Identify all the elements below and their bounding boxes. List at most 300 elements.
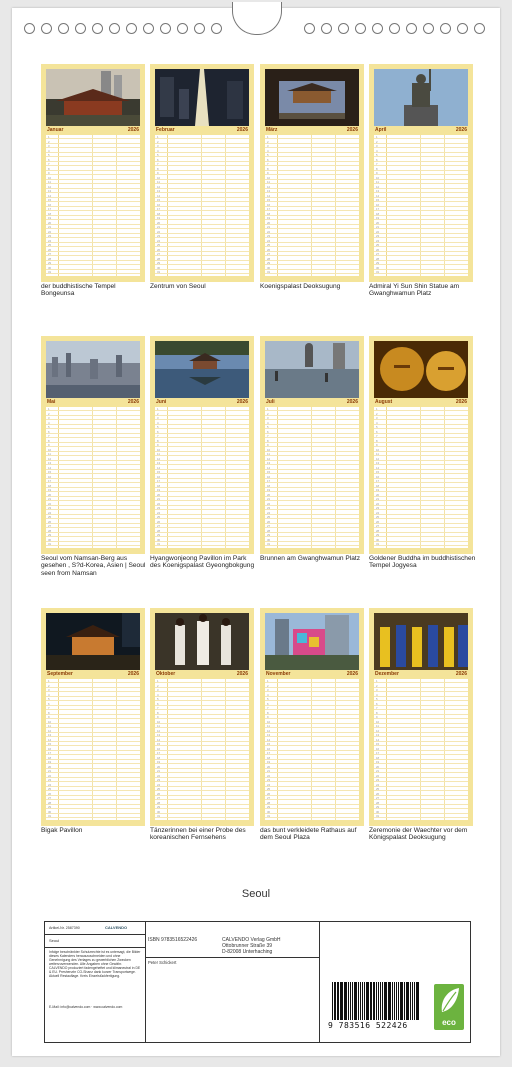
day-number: 8 xyxy=(48,710,50,715)
day-number: 1 xyxy=(267,135,269,139)
day-number: 1 xyxy=(157,407,159,411)
day-number: 16 xyxy=(376,746,380,751)
day-number: 21 xyxy=(48,497,52,501)
day-number: 9 xyxy=(48,715,50,719)
imprint-disclaimer: Infolge beschränkter Schutzrechte ist es untersagt, die Bilder dieses Kalenders herauszuschneiden und ohne Genehmigung des Verlages zu gewerblichen Zwecken weiterzuverwenden. Alle Angaben ohne Gewähr. CALVENDO produziert fadengeheftet und klimaneutral in DE & EU. Preshenzbr CO-Shanz dank kurzer Transportwege. Aktuell Restauflage. Kreis Einzelstückfertigung. xyxy=(49,950,141,978)
day-number: 19 xyxy=(157,488,161,492)
day-number: 1 xyxy=(48,135,50,139)
day-number: 31 xyxy=(48,270,52,274)
binding-ring xyxy=(126,23,137,34)
day-number: 8 xyxy=(376,166,378,171)
day-number: 17 xyxy=(267,207,271,211)
day-row xyxy=(265,542,359,546)
day-number: 17 xyxy=(376,751,380,755)
month-name: Januar xyxy=(47,127,64,133)
day-number: 18 xyxy=(376,755,380,760)
publisher-line: CALVENDO Verlag GmbH xyxy=(222,937,281,943)
binding-ring xyxy=(406,23,417,34)
day-number: 24 xyxy=(376,510,380,515)
day-number: 16 xyxy=(267,746,271,751)
month-photo xyxy=(46,69,140,126)
day-number: 5 xyxy=(48,153,50,157)
day-number: 19 xyxy=(157,760,161,764)
day-number: 15 xyxy=(376,198,380,202)
day-number: 16 xyxy=(267,474,271,479)
day-number: 26 xyxy=(48,247,52,252)
day-row xyxy=(155,542,249,546)
day-number: 4 xyxy=(48,148,50,153)
month-photo xyxy=(155,69,249,126)
day-number: 12 xyxy=(48,184,52,189)
article-number: Artikel-Nr. 2587390 xyxy=(49,926,80,930)
day-number: 2 xyxy=(267,139,269,144)
day-number: 4 xyxy=(267,148,269,153)
day-number: 5 xyxy=(48,697,50,701)
day-number: 16 xyxy=(157,474,161,479)
month-header xyxy=(374,671,468,678)
day-number: 13 xyxy=(376,189,380,193)
day-number: 20 xyxy=(48,764,52,769)
publisher-line: D-82008 Unterhaching xyxy=(222,949,273,955)
day-number: 10 xyxy=(157,175,161,180)
day-number: 30 xyxy=(157,537,161,542)
binding-ring xyxy=(338,23,349,34)
day-number: 14 xyxy=(376,737,380,742)
month-year: 2026 xyxy=(455,671,467,677)
day-number: 16 xyxy=(376,474,380,479)
month-card xyxy=(369,608,473,826)
day-number: 15 xyxy=(48,470,52,474)
day-number: 8 xyxy=(267,166,269,171)
binding-ring xyxy=(321,23,332,34)
day-number: 8 xyxy=(157,166,159,171)
day-number: 16 xyxy=(157,202,161,207)
day-number: 22 xyxy=(48,501,52,506)
binding-ring xyxy=(457,23,468,34)
day-number: 10 xyxy=(48,175,52,180)
day-number: 12 xyxy=(376,728,380,733)
binding-ring xyxy=(355,23,366,34)
day-number: 1 xyxy=(157,679,159,683)
day-number: 4 xyxy=(267,692,269,697)
day-row xyxy=(46,814,140,818)
day-number: 10 xyxy=(48,719,52,724)
month-card xyxy=(260,336,364,554)
day-number: 6 xyxy=(157,701,159,706)
month-caption: Bigak Pavillon xyxy=(41,827,83,834)
day-number: 24 xyxy=(157,238,161,243)
day-number: 23 xyxy=(267,234,271,238)
day-number: 20 xyxy=(376,220,380,225)
day-number: 4 xyxy=(48,692,50,697)
day-number: 22 xyxy=(157,501,161,506)
day-number: 16 xyxy=(267,202,271,207)
day-number: 23 xyxy=(48,778,52,782)
day-number: 19 xyxy=(376,760,380,764)
day-number: 3 xyxy=(48,688,50,692)
day-number: 12 xyxy=(48,456,52,461)
day-number: 14 xyxy=(157,193,161,198)
imprint-contact: E-Mail: info@calvendo.com · www.calvendo.com xyxy=(49,1005,123,1009)
day-number: 23 xyxy=(48,506,52,510)
day-number: 23 xyxy=(48,234,52,238)
day-number: 7 xyxy=(157,434,159,438)
day-number: 4 xyxy=(157,420,159,425)
month-header xyxy=(265,399,359,406)
day-number: 9 xyxy=(267,443,269,447)
binding-ring xyxy=(143,23,154,34)
day-row xyxy=(374,814,468,818)
month-name: Juli xyxy=(266,399,275,405)
day-number: 5 xyxy=(48,425,50,429)
day-number: 13 xyxy=(267,461,271,465)
day-number: 17 xyxy=(48,751,52,755)
calendar-title: Seoul xyxy=(241,888,271,900)
month-header xyxy=(155,399,249,406)
day-number: 18 xyxy=(376,483,380,488)
day-number: 18 xyxy=(267,483,271,488)
day-number: 28 xyxy=(376,528,380,533)
month-card xyxy=(41,608,145,826)
day-number: 3 xyxy=(267,144,269,148)
day-grid xyxy=(46,407,140,548)
month-caption: Hyangwonjeong Pavillon im Park des Koenigspalast Gyeongbokgung xyxy=(150,555,255,570)
day-number: 25 xyxy=(157,243,161,247)
day-number: 10 xyxy=(267,447,271,452)
day-number: 21 xyxy=(157,769,161,773)
day-number: 31 xyxy=(267,814,271,818)
day-number: 14 xyxy=(157,737,161,742)
month-caption: der buddhistische Tempel Bongeunsa xyxy=(41,283,116,298)
day-number: 27 xyxy=(157,252,161,256)
day-number: 20 xyxy=(376,492,380,497)
day-number: 7 xyxy=(48,706,50,710)
day-number: 25 xyxy=(48,787,52,791)
day-number: 9 xyxy=(157,443,159,447)
day-number: 9 xyxy=(376,171,378,175)
day-number: 29 xyxy=(157,533,161,537)
day-number: 28 xyxy=(267,528,271,533)
day-number: 30 xyxy=(48,537,52,542)
day-number: 2 xyxy=(48,411,50,416)
month-year: 2026 xyxy=(346,127,358,133)
day-number: 12 xyxy=(267,184,271,189)
day-number: 9 xyxy=(48,443,50,447)
day-number: 5 xyxy=(376,697,378,701)
day-number: 25 xyxy=(267,515,271,519)
day-number: 22 xyxy=(267,501,271,506)
day-row xyxy=(46,270,140,274)
day-number: 20 xyxy=(267,764,271,769)
month-caption: das bunt verkleidete Rathaus auf dem Seoul Plaza xyxy=(260,827,357,842)
day-number: 13 xyxy=(267,189,271,193)
day-number: 28 xyxy=(48,528,52,533)
day-number: 13 xyxy=(376,461,380,465)
day-number: 24 xyxy=(376,238,380,243)
day-number: 3 xyxy=(376,688,378,692)
day-number: 13 xyxy=(48,189,52,193)
day-number: 19 xyxy=(157,216,161,220)
day-number: 5 xyxy=(267,425,269,429)
day-row xyxy=(374,270,468,274)
day-number: 20 xyxy=(267,492,271,497)
day-number: 24 xyxy=(157,782,161,787)
day-number: 14 xyxy=(267,193,271,198)
month-photo xyxy=(374,69,468,126)
day-number: 16 xyxy=(48,746,52,751)
binding-ring xyxy=(423,23,434,34)
day-number: 11 xyxy=(157,180,160,184)
day-number: 22 xyxy=(376,773,380,778)
day-grid xyxy=(265,407,359,548)
day-number: 31 xyxy=(48,542,52,546)
day-number: 26 xyxy=(267,247,271,252)
day-number: 31 xyxy=(157,270,161,274)
month-year: 2026 xyxy=(127,671,139,677)
month-header xyxy=(155,127,249,134)
month-name: April xyxy=(375,127,387,133)
month-card xyxy=(150,608,254,826)
day-number: 10 xyxy=(267,719,271,724)
day-number: 4 xyxy=(48,420,50,425)
day-number: 19 xyxy=(267,216,271,220)
binding-ring xyxy=(194,23,205,34)
day-number: 21 xyxy=(267,769,271,773)
day-number: 11 xyxy=(376,180,379,184)
day-number: 28 xyxy=(157,800,161,805)
day-number: 13 xyxy=(157,189,161,193)
day-number: 26 xyxy=(48,791,52,796)
month-year: 2026 xyxy=(127,127,139,133)
day-number: 23 xyxy=(157,778,161,782)
day-number: 10 xyxy=(157,447,161,452)
day-number: 2 xyxy=(48,139,50,144)
day-number: 28 xyxy=(157,256,161,261)
day-number: 15 xyxy=(376,742,380,746)
day-number: 7 xyxy=(267,706,269,710)
day-number: 14 xyxy=(376,193,380,198)
month-year: 2026 xyxy=(455,399,467,405)
day-number: 19 xyxy=(48,760,52,764)
day-number: 7 xyxy=(48,434,50,438)
month-caption: Seoul vom Namsan-Berg aus gesehen , S?d-Korea, Asien | Seoul seen from Namsan xyxy=(41,555,146,577)
day-number: 25 xyxy=(376,515,380,519)
day-number: 6 xyxy=(376,157,378,162)
day-number: 12 xyxy=(48,728,52,733)
day-grid xyxy=(374,135,468,276)
day-number: 5 xyxy=(157,425,159,429)
month-card xyxy=(150,64,254,282)
day-number: 11 xyxy=(157,724,160,728)
month-year: 2026 xyxy=(236,127,248,133)
day-number: 15 xyxy=(267,198,271,202)
day-number: 6 xyxy=(376,429,378,434)
day-number: 1 xyxy=(48,679,50,683)
day-number: 30 xyxy=(376,265,380,270)
binding-ring xyxy=(41,23,52,34)
day-number: 29 xyxy=(157,805,161,809)
day-number: 28 xyxy=(267,800,271,805)
month-header xyxy=(46,671,140,678)
day-number: 8 xyxy=(267,710,269,715)
day-number: 20 xyxy=(376,764,380,769)
day-number: 18 xyxy=(157,755,161,760)
day-number: 7 xyxy=(157,162,159,166)
binding-ring xyxy=(211,23,222,34)
day-number: 21 xyxy=(376,769,380,773)
day-number: 26 xyxy=(157,791,161,796)
day-number: 8 xyxy=(48,166,50,171)
day-grid xyxy=(265,679,359,820)
day-number: 3 xyxy=(267,416,269,420)
day-grid xyxy=(46,135,140,276)
day-number: 22 xyxy=(48,229,52,234)
day-number: 1 xyxy=(267,407,269,411)
binding-ring xyxy=(474,23,485,34)
day-number: 11 xyxy=(157,452,160,456)
month-photo xyxy=(265,341,359,398)
day-number: 25 xyxy=(267,243,271,247)
month-photo xyxy=(155,613,249,670)
month-card xyxy=(369,64,473,282)
day-number: 27 xyxy=(48,252,52,256)
day-number: 11 xyxy=(48,452,51,456)
binding-ring xyxy=(177,23,188,34)
publisher-address xyxy=(222,937,281,955)
day-grid xyxy=(46,679,140,820)
day-number: 2 xyxy=(157,683,159,688)
imprint-box xyxy=(44,921,471,1043)
day-number: 26 xyxy=(48,519,52,524)
hanger-hook xyxy=(232,2,282,35)
day-number: 1 xyxy=(48,407,50,411)
day-number: 23 xyxy=(376,778,380,782)
day-number: 24 xyxy=(48,782,52,787)
day-number: 18 xyxy=(267,211,271,216)
month-photo xyxy=(374,341,468,398)
day-number: 22 xyxy=(157,229,161,234)
day-number: 11 xyxy=(267,180,270,184)
day-number: 9 xyxy=(376,715,378,719)
month-card xyxy=(369,336,473,554)
day-number: 20 xyxy=(267,220,271,225)
day-number: 3 xyxy=(267,688,269,692)
day-grid xyxy=(374,407,468,548)
day-number: 29 xyxy=(267,261,271,265)
day-number: 9 xyxy=(376,443,378,447)
day-number: 23 xyxy=(157,506,161,510)
month-photo xyxy=(155,341,249,398)
day-number: 21 xyxy=(48,225,52,229)
imprint-right xyxy=(320,922,470,1042)
month-card xyxy=(150,336,254,554)
month-name: März xyxy=(266,127,278,133)
day-number: 30 xyxy=(376,537,380,542)
day-number: 31 xyxy=(48,814,52,818)
month-card xyxy=(260,64,364,282)
leaf-icon xyxy=(434,984,464,1018)
day-number: 19 xyxy=(267,488,271,492)
day-number: 7 xyxy=(267,434,269,438)
day-number: 8 xyxy=(157,710,159,715)
day-number: 15 xyxy=(267,470,271,474)
publisher-line: Ottobrunner Straße 39 xyxy=(222,943,273,949)
day-number: 27 xyxy=(267,252,271,256)
day-number: 17 xyxy=(376,207,380,211)
day-number: 30 xyxy=(48,265,52,270)
imprint-short-title: Seoul xyxy=(49,938,60,943)
day-number: 6 xyxy=(157,157,159,162)
day-number: 25 xyxy=(48,243,52,247)
day-number: 11 xyxy=(376,724,379,728)
day-number: 29 xyxy=(48,533,52,537)
day-number: 26 xyxy=(267,791,271,796)
day-number: 5 xyxy=(376,153,378,157)
day-number: 22 xyxy=(267,773,271,778)
day-number: 14 xyxy=(48,465,52,470)
day-number: 29 xyxy=(267,533,271,537)
day-number: 6 xyxy=(48,701,50,706)
day-number: 15 xyxy=(157,742,161,746)
day-number: 4 xyxy=(157,148,159,153)
day-number: 2 xyxy=(157,139,159,144)
day-grid xyxy=(155,679,249,820)
day-number: 1 xyxy=(376,407,378,411)
binding-ring xyxy=(75,23,86,34)
day-number: 19 xyxy=(48,216,52,220)
day-number: 10 xyxy=(376,175,380,180)
day-number: 3 xyxy=(376,416,378,420)
day-number: 20 xyxy=(157,492,161,497)
day-number: 1 xyxy=(376,135,378,139)
day-number: 3 xyxy=(48,416,50,420)
day-row xyxy=(265,270,359,274)
day-number: 14 xyxy=(48,737,52,742)
month-name: Mai xyxy=(47,399,56,405)
day-number: 18 xyxy=(267,755,271,760)
binding-ring xyxy=(109,23,120,34)
day-number: 12 xyxy=(157,456,161,461)
day-number: 10 xyxy=(267,175,271,180)
calvendo-logo: CALVENDO xyxy=(105,925,128,930)
day-number: 27 xyxy=(376,796,380,800)
day-number: 25 xyxy=(376,787,380,791)
day-number: 28 xyxy=(376,256,380,261)
day-row xyxy=(46,542,140,546)
day-number: 25 xyxy=(157,515,161,519)
day-number: 20 xyxy=(157,764,161,769)
day-grid xyxy=(265,135,359,276)
day-number: 5 xyxy=(267,697,269,701)
day-row xyxy=(374,542,468,546)
isbn: ISBN 9783516522426 xyxy=(148,937,198,943)
day-number: 20 xyxy=(48,492,52,497)
day-number: 5 xyxy=(267,153,269,157)
month-name: September xyxy=(47,671,73,677)
day-number: 8 xyxy=(48,438,50,443)
ean-number: 9 783516 522426 xyxy=(328,1021,408,1030)
day-number: 29 xyxy=(376,261,380,265)
day-number: 22 xyxy=(376,501,380,506)
day-number: 5 xyxy=(376,425,378,429)
binding-ring xyxy=(372,23,383,34)
month-caption: Koenigspalast Deoksugung xyxy=(260,283,341,290)
month-year: 2026 xyxy=(236,399,248,405)
month-year: 2026 xyxy=(236,671,248,677)
day-number: 23 xyxy=(267,778,271,782)
day-number: 6 xyxy=(376,701,378,706)
day-number: 29 xyxy=(157,261,161,265)
